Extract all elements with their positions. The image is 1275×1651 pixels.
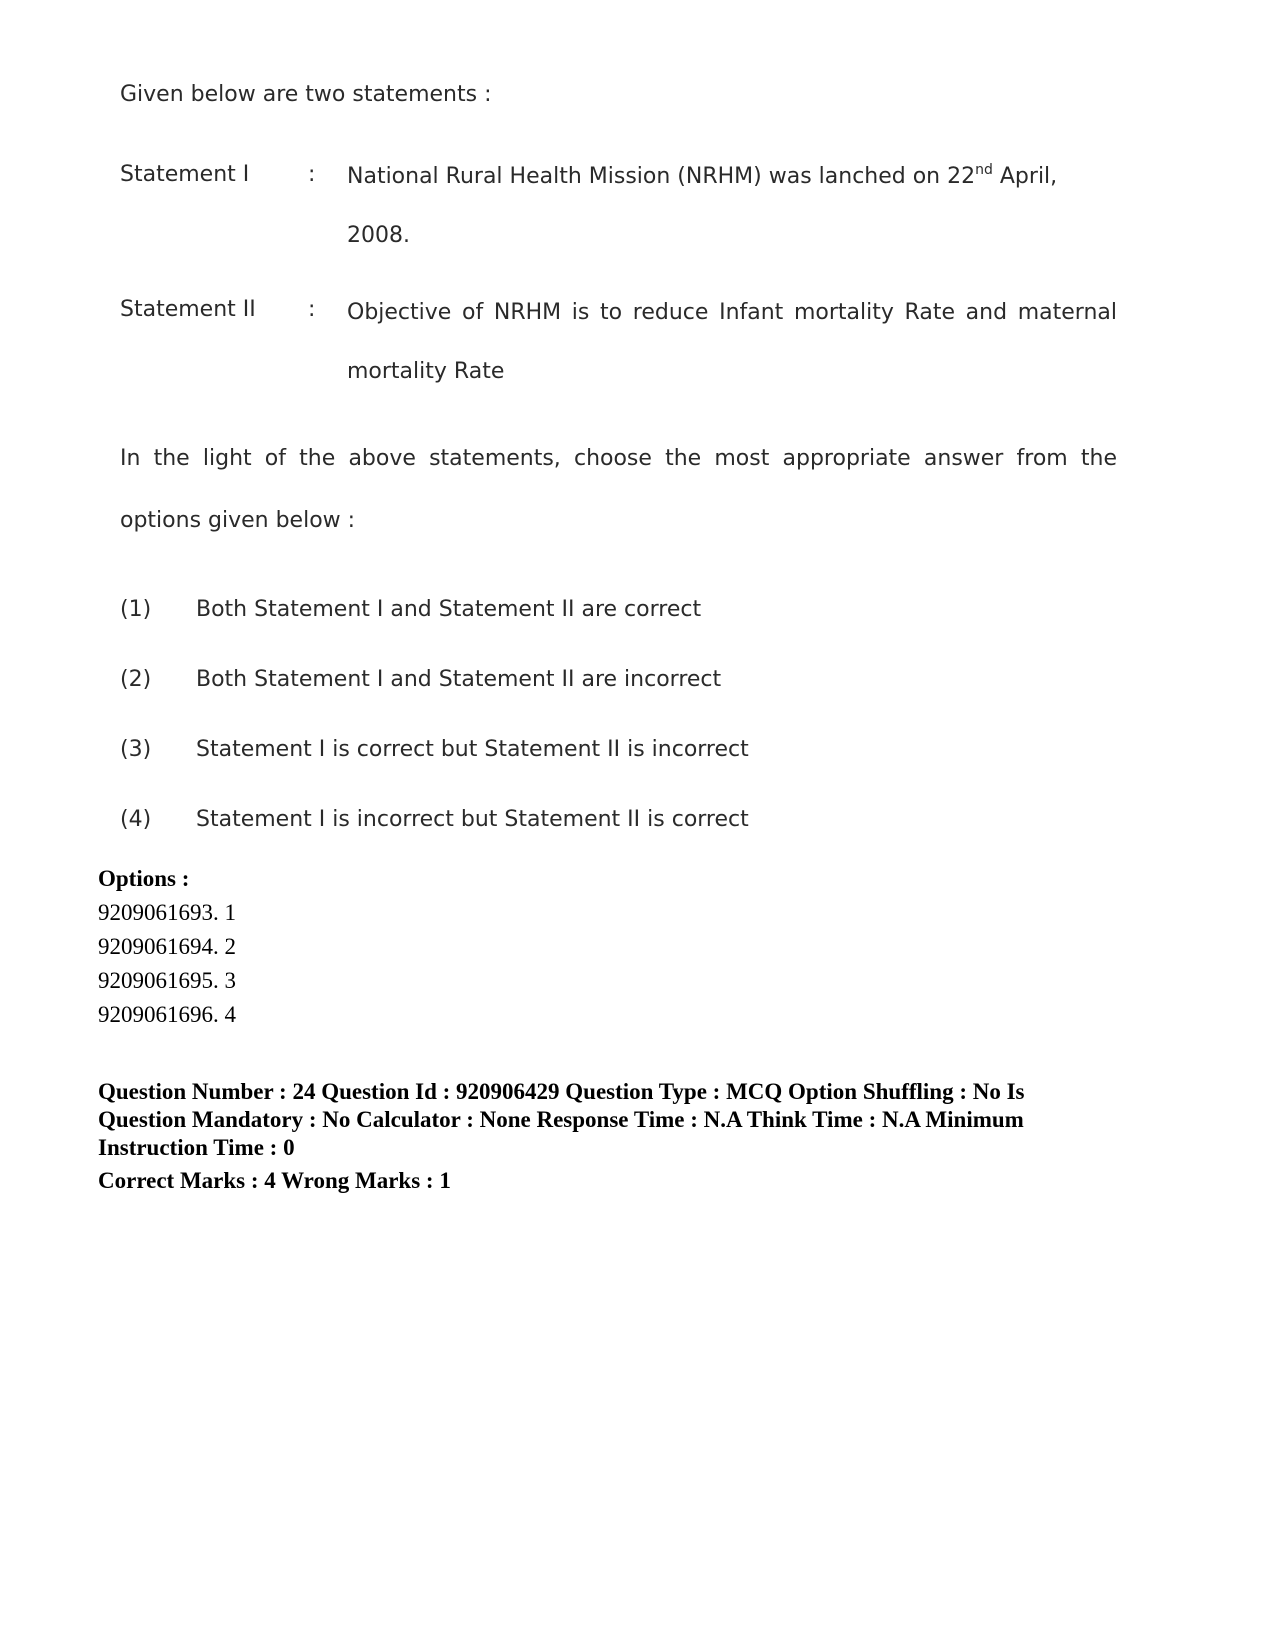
choice-3-number: (3) [120,737,152,762]
question-marks: Correct Marks : 4 Wrong Marks : 1 [98,1168,451,1193]
statement-1-superscript: nd [975,162,993,178]
statement-1-label: Statement I [120,162,250,187]
choice-2-number: (2) [120,667,152,692]
choice-2-text: Both Statement I and Statement II are incorrect [196,667,722,692]
statement-1-text-main: National Rural Health Mission (NRHM) was lanched on 22 [347,164,976,189]
question-instruction: In the light of the above statements, choose the most appropriate answer from the options given below : [120,446,1117,533]
statement-1-text-tail: April, [992,164,1058,189]
statement-1-colon: : [308,162,316,187]
choice-3-text: Statement I is correct but Statement II is incorrect [196,737,749,762]
choice-4-text: Statement I is incorrect but Statement II is correct [196,807,749,832]
statement-2-text: Objective of NRHM is to reduce Infant mortality Rate and maternal mortality Rate [347,300,1117,384]
choice-1-number: (1) [120,597,152,622]
statement-2-label: Statement II [120,297,256,322]
option-item: 9209061695. 3 [98,968,236,993]
question-meta: Question Number : 24 Question Id : 920906429 Question Type : MCQ Option Shuffling : No Is Question Mandatory : No Calculator : None Response Time : N.A Think Time : N.A Minimum Instruction Time : 0 [98,1079,1025,1160]
statement-1-text [347,147,1117,265]
question-intro: Given below are two statements : [120,82,492,107]
choice-4-number: (4) [120,807,152,832]
option-item: 9209061696. 4 [98,1002,236,1027]
options-heading: Options : [98,866,190,891]
choice-1-text: Both Statement I and Statement II are correct [196,597,702,622]
statement-1-text-line2: 2008. [347,223,410,248]
statement-2-colon: : [308,297,316,322]
option-item: 9209061693. 1 [98,900,236,925]
option-item: 9209061694. 2 [98,934,236,959]
